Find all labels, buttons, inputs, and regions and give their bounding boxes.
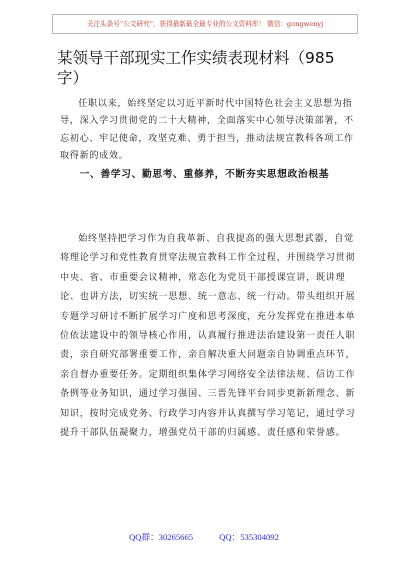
document-title: 某领导干部现实工作实绩表现材料（985字） (57, 49, 335, 87)
section-heading: 一、善学习、勤思考、重修养，不断夯实思想政治根基 (79, 168, 330, 180)
section-paragraph: 始终坚持把学习作为自我革新、自我提高的强大思想武器，自觉将理论学习和党性教育贯穿法规宣教科工作全过程，并围绕学习贯彻中央、省、市重要会议精神，常态化为党员干部授课宣讲，既讲理论、也讲方法，切实统一思想、统一意志、统一行动。带头组织开展专题学习研讨不断扩展学习广度和思考深度，充分发挥党在推进本单位依法建设中的领导核心作用，认真履行推进法治建设第一责任人职责，亲自研究部署重要工作，亲自解决重大问题亲自协调重点环节，亲自督办重要任务。定期组织集体学习网络安全法律法规、信访工作条例等业务知识，通过学习强国、三晋先锋平台同步更新新理念、新知识，按时完成党务、行政学习内容并认真撰写学习笔记，通过学习提升干部队伍凝聚力，增强党员干部的归属感、责任感和荣誉感。 (60, 234, 356, 439)
document-body (60, 96, 358, 183)
header-banner: 关注头条号“公文研究”，获得最新最全最专业的公文资料库！ 微信：gongwenyj (52, 14, 358, 34)
footer-qq-group: QQ群：30265665 (129, 532, 194, 542)
footer-contacts (0, 531, 408, 543)
intro-paragraph: 任职以来，始终坚定以习近平新时代中国特色社会主义思想为指导，深入学习贯彻党的二十大精神，全面落实中心领导决策部署，不忘初心、牢记使命，攻坚克难、勇于担当，推动法规宣教科各项工作取得新的成效。 (60, 99, 354, 162)
footer-qq: QQ：535304092 (219, 532, 279, 542)
